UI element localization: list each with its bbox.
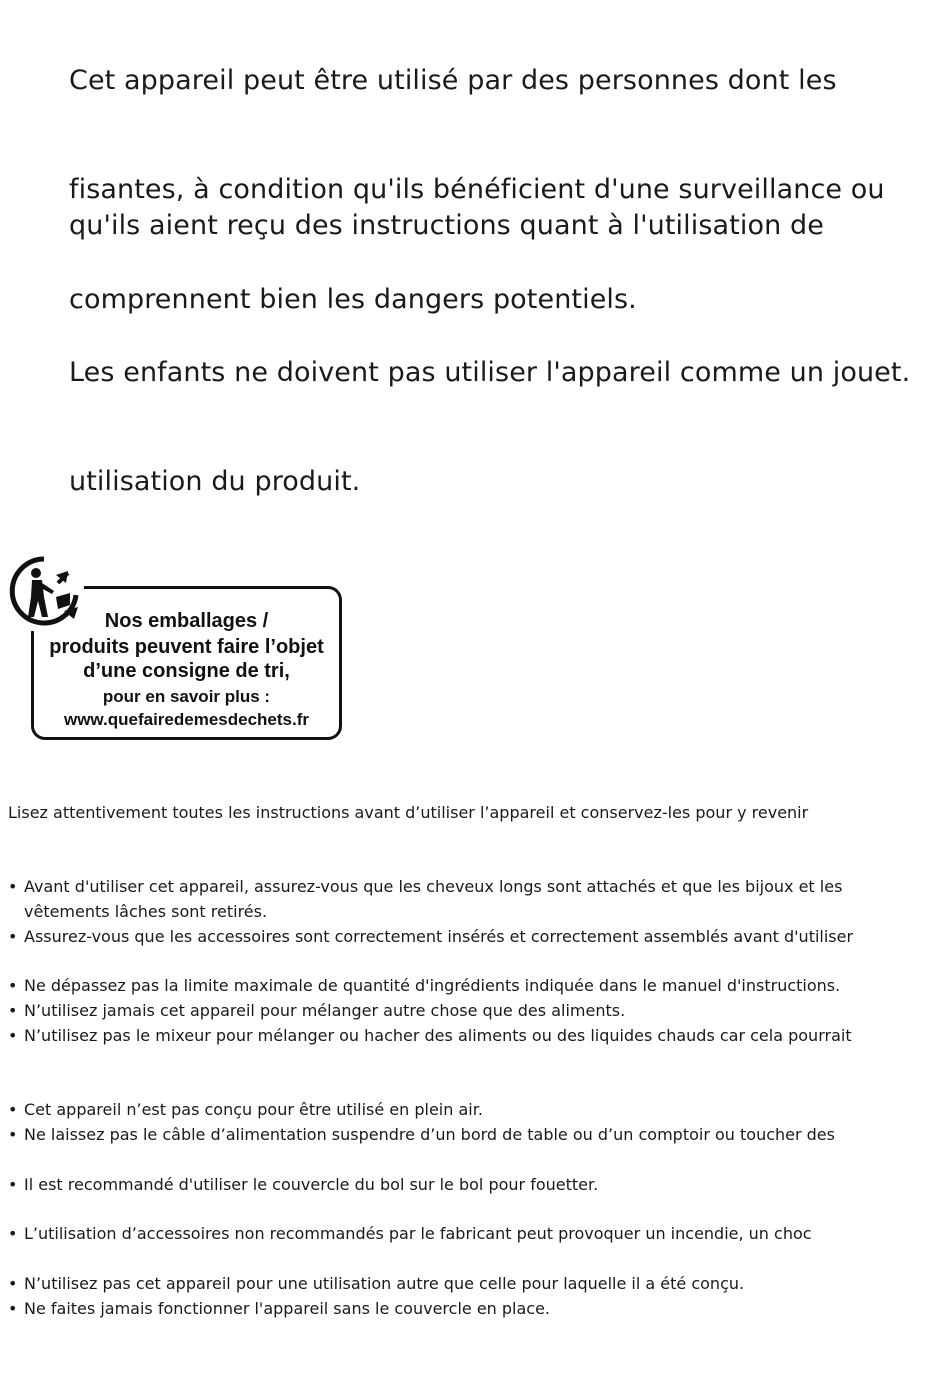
logo-url: www.quefairedemesdechets.fr — [63, 710, 309, 729]
list-item: • Ne laissez pas le câble d’alimentation suspendre d’un bord de table ou d’un comptoir ou toucher des — [8, 1125, 835, 1144]
header-line-2: fisantes, à condition qu'ils bénéficient d'une surveillance ou — [69, 174, 885, 205]
header-line-3: qu'ils aient reçu des instructions quant à l'utilisation de — [69, 210, 824, 241]
recycling-logo — [4, 553, 348, 747]
logo-text-line-4: pour en savoir plus : — [102, 687, 271, 706]
logo-text-line-2: produits peuvent faire l’objet — [49, 636, 324, 658]
header-line-5: Les enfants ne doivent pas utiliser l'appareil comme un jouet. — [69, 357, 911, 388]
header-line-6: utilisation du produit. — [69, 466, 361, 497]
header-line-1: Cet appareil peut être utilisé par des personnes dont les — [69, 65, 837, 96]
list-item: • Il est recommandé d'utiliser le couvercle du bol sur le bol pour fouetter. — [8, 1175, 599, 1194]
list-item: • L’utilisation d’accessoires non recommandés par le fabricant peut provoquer un incendie, un choc — [8, 1224, 812, 1243]
logo-text-line-3: d’une consigne de tri, — [83, 660, 290, 682]
list-item: • Avant d'utiliser cet appareil, assurez-vous que les cheveux longs sont attachés et que les bijoux et les — [8, 877, 843, 896]
list-item: • Assurez-vous que les accessoires sont correctement insérés et correctement assemblés avant d'utiliser — [8, 927, 854, 946]
list-item-continuation: vêtements lâches sont retirés. — [24, 902, 268, 921]
list-item: • N’utilisez pas cet appareil pour une utilisation autre que celle pour laquelle il a été conçu. — [8, 1274, 745, 1293]
list-item: • N’utilisez pas le mixeur pour mélanger ou hacher des aliments ou des liquides chauds car cela pourrait — [8, 1026, 852, 1045]
list-item: • Cet appareil n’est pas conçu pour être utilisé en plein air. — [8, 1100, 483, 1119]
list-item: • Ne faites jamais fonctionner l'appareil sans le couvercle en place. — [8, 1299, 551, 1318]
logo-text-line-1: Nos emballages / — [104, 610, 269, 632]
list-item: • Ne dépassez pas la limite maximale de quantité d'ingrédients indiquée dans le manuel d'instructions. — [8, 976, 841, 995]
list-item: • N’utilisez jamais cet appareil pour mélanger autre chose que des aliments. — [8, 1001, 626, 1020]
header-line-4: comprennent bien les dangers potentiels. — [69, 284, 637, 315]
intro-text: Lisez attentivement toutes les instructions avant d’utiliser l’appareil et conservez-les pour y revenir — [8, 803, 809, 822]
